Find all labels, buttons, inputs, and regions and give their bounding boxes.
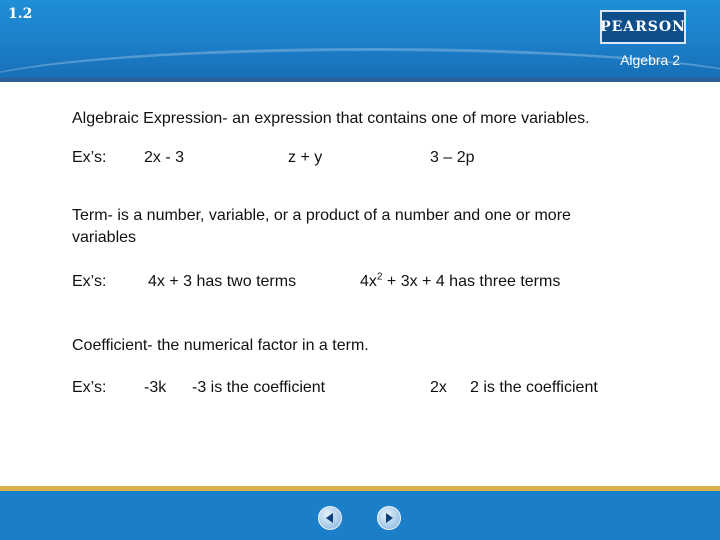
header-bar [0, 0, 720, 82]
pearson-logo [600, 10, 686, 44]
previous-slide-button[interactable] [318, 506, 342, 530]
coefficient-definition: Coefficient- the numerical factor in a term. [72, 337, 369, 354]
example-expression: 3 – 2p [430, 149, 475, 166]
term-example-base: 4x [360, 273, 377, 290]
examples-label: Ex’s: [72, 149, 107, 166]
expression-examples [72, 147, 632, 169]
arrow-left-icon [323, 511, 337, 525]
example-expression: z + y [288, 149, 323, 166]
examples-label: Ex’s: [72, 273, 107, 290]
term-example-exponent: 2 [376, 271, 383, 283]
term-example: 4x + 3 has two terms [148, 273, 297, 290]
expression-definition: Algebraic Expression- an expression that contains one of more variables. [72, 110, 590, 127]
course-title: Algebra 2 [620, 52, 680, 68]
term-definition: Term- is a number, variable, or a product of a number and one or more variables [72, 207, 571, 246]
coefficient-examples [72, 377, 632, 399]
next-slide-button[interactable] [377, 506, 401, 530]
term-example [360, 271, 560, 293]
coefficient-term: -3k [144, 379, 167, 396]
examples-label: Ex’s: [72, 379, 107, 396]
logo-text: PEARSON [600, 19, 686, 35]
footer-accent-line [0, 486, 720, 491]
slide-content [72, 108, 632, 399]
header-divider [0, 78, 720, 82]
term-example-rest: + 3x + 4 has three terms [382, 273, 561, 290]
coefficient-note: 2 is the coefficient [470, 379, 598, 396]
footer-bar [0, 486, 720, 540]
term-examples [72, 271, 632, 293]
arrow-right-icon [382, 511, 396, 525]
example-expression: 2x - 3 [144, 149, 185, 166]
coefficient-term: 2x [430, 379, 447, 396]
section-number: 1.2 [8, 6, 33, 22]
header-decoration [0, 48, 720, 82]
coefficient-note: -3 is the coefficient [192, 379, 326, 396]
